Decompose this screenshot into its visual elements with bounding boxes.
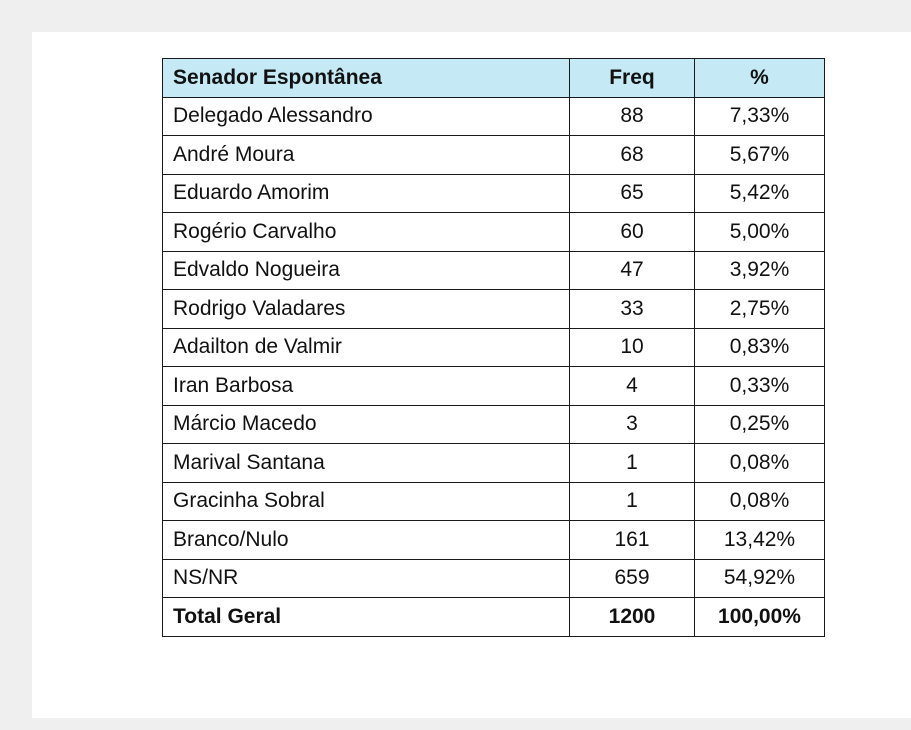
- cell-pct: 13,42%: [695, 521, 825, 560]
- table-row: [163, 482, 825, 521]
- cell-pct: 5,67%: [695, 136, 825, 175]
- cell-name: Marival Santana: [163, 444, 570, 483]
- table-row: [163, 213, 825, 252]
- table-row: [163, 290, 825, 329]
- cell-name: Eduardo Amorim: [163, 174, 570, 213]
- cell-name: Gracinha Sobral: [163, 482, 570, 521]
- table-row: [163, 97, 825, 136]
- senator-poll-table: [162, 58, 825, 637]
- table-row: [163, 521, 825, 560]
- table-card: [32, 32, 911, 718]
- cell-name: André Moura: [163, 136, 570, 175]
- cell-freq: 10: [570, 328, 695, 367]
- cell-pct: 3,92%: [695, 251, 825, 290]
- table-row: [163, 444, 825, 483]
- cell-freq: 4: [570, 367, 695, 406]
- cell-pct: 2,75%: [695, 290, 825, 329]
- total-row: [163, 598, 825, 637]
- cell-freq: 3: [570, 405, 695, 444]
- cell-pct: 7,33%: [695, 97, 825, 136]
- cell-freq: 60: [570, 213, 695, 252]
- cell-freq: 47: [570, 251, 695, 290]
- cell-name: NS/NR: [163, 559, 570, 598]
- cell-pct: 0,33%: [695, 367, 825, 406]
- cell-freq: 65: [570, 174, 695, 213]
- table-row: [163, 174, 825, 213]
- cell-freq: 88: [570, 97, 695, 136]
- cell-pct: 0,08%: [695, 482, 825, 521]
- total-name: Total Geral: [163, 598, 570, 637]
- cell-name: Edvaldo Nogueira: [163, 251, 570, 290]
- cell-name: Iran Barbosa: [163, 367, 570, 406]
- cell-name: Adailton de Valmir: [163, 328, 570, 367]
- cell-name: Rodrigo Valadares: [163, 290, 570, 329]
- cell-pct: 0,25%: [695, 405, 825, 444]
- header-freq: Freq: [570, 59, 695, 98]
- total-pct: 100,00%: [695, 598, 825, 637]
- cell-pct: 54,92%: [695, 559, 825, 598]
- cell-freq: 1: [570, 482, 695, 521]
- total-freq: 1200: [570, 598, 695, 637]
- cell-freq: 68: [570, 136, 695, 175]
- header-name: Senador Espontânea: [163, 59, 570, 98]
- cell-freq: 659: [570, 559, 695, 598]
- cell-pct: 0,83%: [695, 328, 825, 367]
- table-row: [163, 136, 825, 175]
- table-body: [163, 97, 825, 636]
- cell-pct: 5,42%: [695, 174, 825, 213]
- cell-freq: 1: [570, 444, 695, 483]
- table-row: [163, 328, 825, 367]
- header-pct: %: [695, 59, 825, 98]
- table-row: [163, 367, 825, 406]
- cell-freq: 33: [570, 290, 695, 329]
- cell-pct: 5,00%: [695, 213, 825, 252]
- table-row: [163, 405, 825, 444]
- header-row: [163, 59, 825, 98]
- table-row: [163, 251, 825, 290]
- cell-name: Márcio Macedo: [163, 405, 570, 444]
- cell-pct: 0,08%: [695, 444, 825, 483]
- cell-freq: 161: [570, 521, 695, 560]
- cell-name: Rogério Carvalho: [163, 213, 570, 252]
- cell-name: Delegado Alessandro: [163, 97, 570, 136]
- table-row: [163, 559, 825, 598]
- cell-name: Branco/Nulo: [163, 521, 570, 560]
